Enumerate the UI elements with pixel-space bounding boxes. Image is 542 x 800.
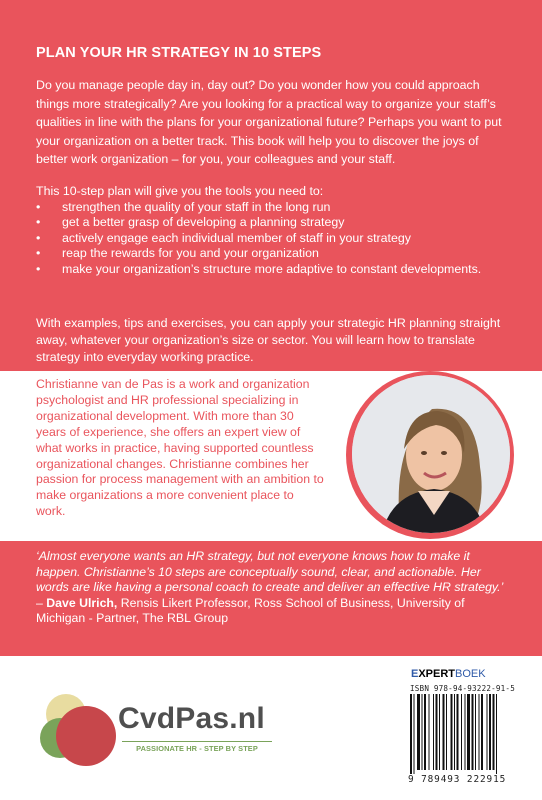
barcode [408, 694, 532, 774]
barcode-number: 9 789493 222915 [408, 774, 507, 785]
description-section [0, 0, 542, 371]
endorsement-section [0, 541, 542, 656]
logo-tagline: PASSIONATE HR - STEP BY STEP [122, 741, 272, 753]
bullet-icon: • [36, 246, 41, 260]
author-bio: Christianne van de Pas is a work and organization psychologist and HR professional specializing in organizational development. With more than 30 years of experience, she offers an expert view of what works in practice, having supported countless organizational changes. Christianne combines her passion for process management with an ambition to make organizations a more convenient place to work. [36, 377, 324, 519]
list-item: • get a better grasp of developing a planning strategy [36, 215, 345, 229]
list-item: • strengthen the quality of your staff in the long run [36, 199, 331, 214]
bullet-icon: • [36, 199, 41, 214]
outro-paragraph: With examples, tips and exercises, you can apply your strategic HR planning straight away, whatever your organization’s size or sector. You will learn how to translate strategy into everyday working practice. [36, 316, 501, 364]
list-item: • reap the rewards for you and your organization [36, 246, 319, 260]
author-bio-section [0, 371, 542, 541]
intro-paragraph: Do you manage people day in, day out? Do you wonder how you could approach things more strategically? Are you looking for a practical way to organize your staff’s qualities in line with the plans for your organizational future? Perhaps you want to put your organization on a better track. This book will help you to discover the joys of better work organization – for you, your colleagues and your staff. [36, 78, 502, 166]
list-item: • make your organization’s structure more adaptive to constant developments. [36, 261, 482, 276]
isbn-label: ISBN 978-94-93222-91-5 [410, 684, 515, 693]
author-photo [352, 375, 510, 533]
quote-dash: – [36, 595, 47, 610]
plan-block [36, 184, 506, 277]
endorsement-quote [36, 549, 508, 627]
quote-affiliation: Rensis Likert Professor, Ross School of Business, University of Michigan - Partner, The RBL Group [36, 595, 465, 625]
plan-intro: This 10-step plan will give you the tools you need to: [36, 184, 324, 198]
quote-body: ‘Almost everyone wants an HR strategy, but not everyone knows how to make it happen. Christianne’s 10 steps are conceptually sound, clear, and actionable. Her words are like having a personal coach to create and deliver an effective HR strategy.’ [36, 549, 504, 594]
bullet-icon: • [36, 230, 41, 245]
bullet-icon: • [36, 261, 41, 276]
cvdpas-logo-text: CvdPas.nl [118, 702, 265, 735]
quote-author: Dave Ulrich, [46, 595, 118, 610]
book-title: PLAN YOUR HR STRATEGY IN 10 STEPS [36, 45, 322, 61]
cvdpas-logo-icon [38, 690, 118, 770]
list-item: • actively engage each individual member of staff in your strategy [36, 230, 411, 245]
publisher-logo: EXPERTBOEK [411, 668, 486, 680]
footer-section [0, 656, 542, 800]
benefits-list [36, 200, 506, 278]
bullet-icon: • [36, 215, 41, 229]
